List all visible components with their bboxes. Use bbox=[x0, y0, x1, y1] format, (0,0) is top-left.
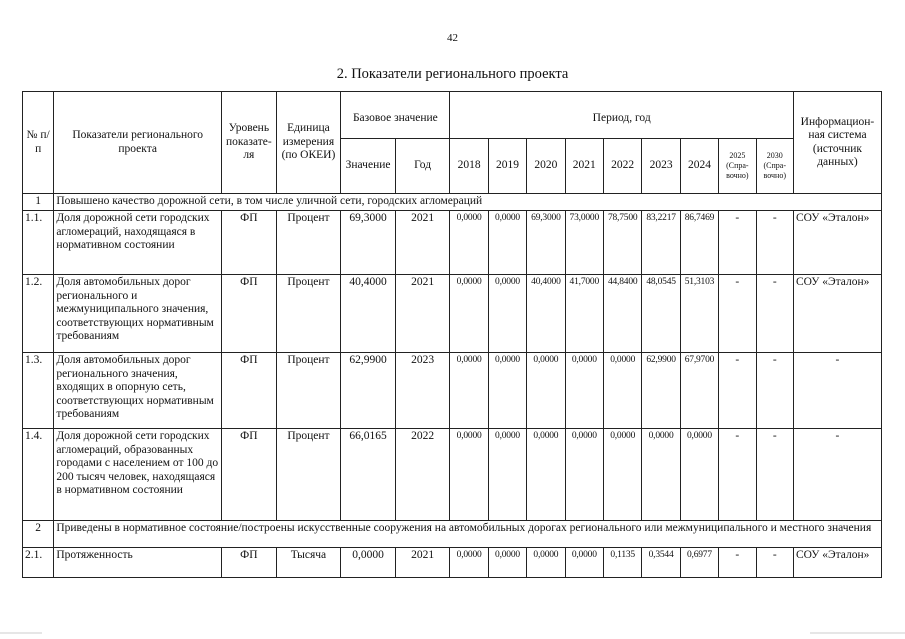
period-value: 0,0000 bbox=[642, 429, 680, 521]
row-num: 2.1. bbox=[23, 548, 54, 578]
info-system: СОУ «Эталон» bbox=[793, 275, 881, 353]
indicators-table bbox=[22, 91, 882, 578]
header-year: 2024 bbox=[680, 139, 718, 194]
period-value: 62,9900 bbox=[642, 353, 680, 429]
header-num: № п/п bbox=[23, 92, 54, 194]
period-value: 0,1135 bbox=[603, 548, 641, 578]
period-value: 0,0000 bbox=[450, 429, 488, 521]
base-year: 2021 bbox=[395, 548, 450, 578]
period-value: 67,9700 bbox=[680, 353, 718, 429]
header-year: 2022 bbox=[603, 139, 641, 194]
period-value: 0,0000 bbox=[527, 353, 565, 429]
indicator-level: ФП bbox=[222, 211, 277, 275]
header-2030: 2030 (Спра-вочно) bbox=[756, 139, 793, 194]
indicator-name: Доля автомобильных дорог регионального значения, входящих в опорную сеть, соответствующих нормативным требованиям bbox=[54, 353, 222, 429]
period-value: 41,7000 bbox=[565, 275, 603, 353]
base-year: 2023 bbox=[395, 353, 450, 429]
table-row bbox=[23, 353, 882, 429]
value-2025: - bbox=[719, 548, 756, 578]
table-row bbox=[23, 429, 882, 521]
header-base-value: Значение bbox=[341, 139, 396, 194]
value-2030: - bbox=[756, 275, 793, 353]
indicator-name: Доля дорожной сети городских агломераций, находящаяся в нормативном состоянии bbox=[54, 211, 222, 275]
period-value: 0,0000 bbox=[450, 211, 488, 275]
row-num: 1.1. bbox=[23, 211, 54, 275]
period-value: 69,3000 bbox=[527, 211, 565, 275]
info-system: - bbox=[793, 353, 881, 429]
indicator-level: ФП bbox=[222, 275, 277, 353]
period-value: 0,6977 bbox=[680, 548, 718, 578]
header-base-year: Год bbox=[395, 139, 450, 194]
period-value: 0,0000 bbox=[450, 353, 488, 429]
period-value: 73,0000 bbox=[565, 211, 603, 275]
base-value: 0,0000 bbox=[341, 548, 396, 578]
document-title: 2. Показатели регионального проекта bbox=[336, 66, 569, 82]
header-unit: Единица измерения (по ОКЕИ) bbox=[276, 92, 341, 194]
period-value: 0,0000 bbox=[488, 275, 526, 353]
scan-edge-mark bbox=[810, 632, 905, 634]
info-system: СОУ «Эталон» bbox=[793, 548, 881, 578]
value-2025: - bbox=[719, 429, 756, 521]
header-year: 2023 bbox=[642, 139, 680, 194]
period-value: 0,0000 bbox=[603, 429, 641, 521]
indicator-unit: Тысяча bbox=[276, 548, 341, 578]
value-2030: - bbox=[756, 353, 793, 429]
period-value: 0,0000 bbox=[527, 548, 565, 578]
period-value: 0,0000 bbox=[488, 548, 526, 578]
indicator-level: ФП bbox=[222, 548, 277, 578]
base-value: 62,9900 bbox=[341, 353, 396, 429]
indicator-unit: Процент bbox=[276, 275, 341, 353]
value-2030: - bbox=[756, 548, 793, 578]
header-base: Базовое значение bbox=[341, 92, 450, 139]
period-value: 44,8400 bbox=[603, 275, 641, 353]
value-2030: - bbox=[756, 429, 793, 521]
indicator-unit: Процент bbox=[276, 211, 341, 275]
base-value: 66,0165 bbox=[341, 429, 396, 521]
indicator-name: Доля автомобильных дорог регионального и межмуниципального значения, соответствующих нормативным требованиям bbox=[54, 275, 222, 353]
section-row bbox=[23, 194, 882, 211]
table-row bbox=[23, 548, 882, 578]
section-num: 1 bbox=[23, 194, 54, 211]
period-value: 86,7469 bbox=[680, 211, 718, 275]
indicator-level: ФП bbox=[222, 353, 277, 429]
period-value: 0,3544 bbox=[642, 548, 680, 578]
base-year: 2022 bbox=[395, 429, 450, 521]
page-number: 42 bbox=[447, 32, 458, 44]
period-value: 0,0000 bbox=[450, 275, 488, 353]
info-system: - bbox=[793, 429, 881, 521]
header-2025: 2025 (Спра-вочно) bbox=[719, 139, 756, 194]
period-value: 0,0000 bbox=[565, 429, 603, 521]
period-value: 51,3103 bbox=[680, 275, 718, 353]
period-value: 0,0000 bbox=[450, 548, 488, 578]
header-period: Период, год bbox=[450, 92, 794, 139]
base-value: 69,3000 bbox=[341, 211, 396, 275]
indicator-unit: Процент bbox=[276, 353, 341, 429]
period-value: 0,0000 bbox=[527, 429, 565, 521]
period-value: 0,0000 bbox=[603, 353, 641, 429]
header-info-system: Информацион-ная система (источник данных) bbox=[793, 92, 881, 194]
value-2025: - bbox=[719, 211, 756, 275]
section-num: 2 bbox=[23, 521, 54, 548]
period-value: 48,0545 bbox=[642, 275, 680, 353]
period-value: 40,4000 bbox=[527, 275, 565, 353]
indicator-unit: Процент bbox=[276, 429, 341, 521]
section-title: Повышено качество дорожной сети, в том числе уличной сети, городских агломераций bbox=[54, 194, 882, 211]
info-system: СОУ «Эталон» bbox=[793, 211, 881, 275]
indicator-level: ФП bbox=[222, 429, 277, 521]
scan-edge-mark bbox=[0, 632, 42, 634]
period-value: 0,0000 bbox=[488, 211, 526, 275]
row-num: 1.2. bbox=[23, 275, 54, 353]
period-value: 0,0000 bbox=[680, 429, 718, 521]
value-2030: - bbox=[756, 211, 793, 275]
row-num: 1.4. bbox=[23, 429, 54, 521]
header-year: 2019 bbox=[488, 139, 526, 194]
period-value: 78,7500 bbox=[603, 211, 641, 275]
value-2025: - bbox=[719, 275, 756, 353]
header-year: 2020 bbox=[527, 139, 565, 194]
header-year: 2018 bbox=[450, 139, 488, 194]
period-value: 0,0000 bbox=[488, 353, 526, 429]
table-row bbox=[23, 275, 882, 353]
header-indicator: Показатели регионального проекта bbox=[54, 92, 222, 194]
period-value: 83,2217 bbox=[642, 211, 680, 275]
period-value: 0,0000 bbox=[565, 548, 603, 578]
header-level: Уровень показате-ля bbox=[222, 92, 277, 194]
section-row bbox=[23, 521, 882, 548]
row-num: 1.3. bbox=[23, 353, 54, 429]
period-value: 0,0000 bbox=[565, 353, 603, 429]
base-year: 2021 bbox=[395, 275, 450, 353]
indicator-name: Протяженность bbox=[54, 548, 222, 578]
value-2025: - bbox=[719, 353, 756, 429]
base-value: 40,4000 bbox=[341, 275, 396, 353]
period-value: 0,0000 bbox=[488, 429, 526, 521]
indicator-name: Доля дорожной сети городских агломераций, образованных городами с населением от 100 до 200 тысяч человек, находящаяся в нормативном состоянии bbox=[54, 429, 222, 521]
header-year: 2021 bbox=[565, 139, 603, 194]
section-title: Приведены в нормативное состояние/построены искусственные сооружения на автомобильных дорогах регионального или межмуниципального и местного значения bbox=[54, 521, 882, 548]
table-row bbox=[23, 211, 882, 275]
base-year: 2021 bbox=[395, 211, 450, 275]
